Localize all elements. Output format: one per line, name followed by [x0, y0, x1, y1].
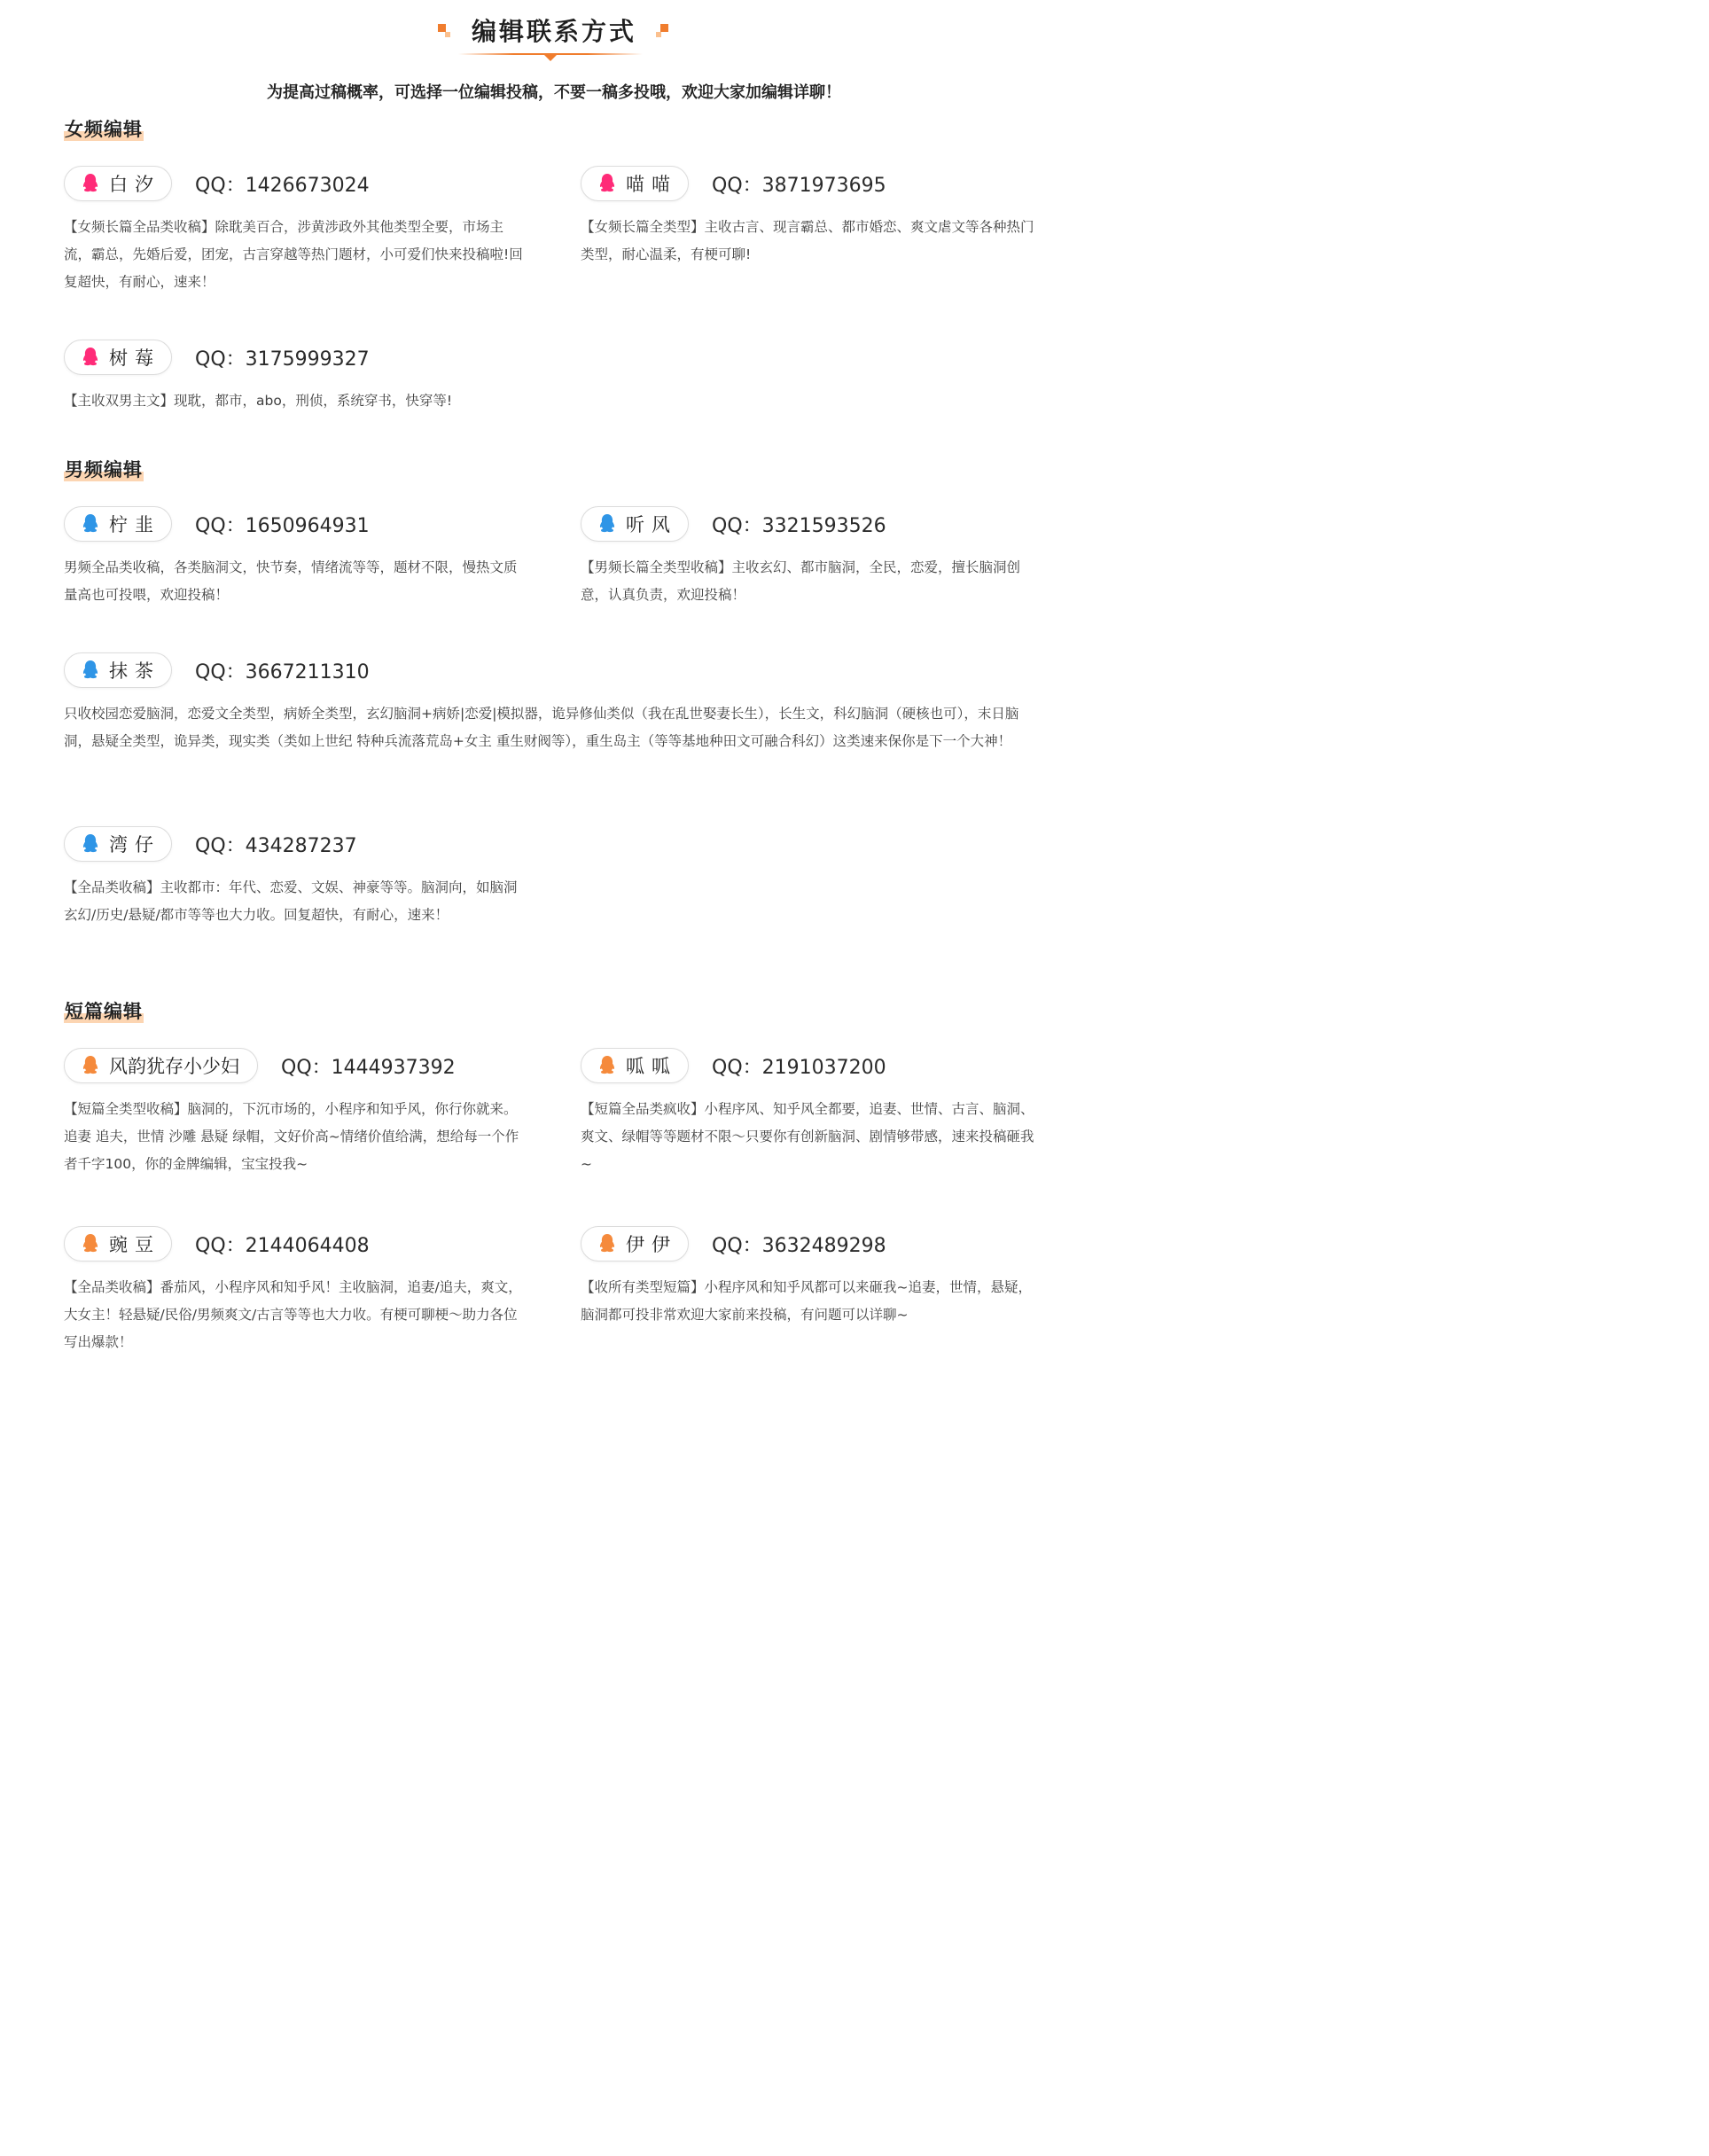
editor-qq[interactable]: QQ：1426673024	[195, 174, 370, 197]
editor-qq[interactable]: QQ：3667211310	[195, 660, 370, 684]
qq-penguin-icon	[81, 173, 100, 194]
editor-qq[interactable]: QQ：3871973695	[712, 174, 886, 197]
qq-penguin-icon	[81, 513, 100, 535]
qq-number: 434287237	[245, 834, 357, 857]
section-title-male: 男频编辑	[64, 456, 144, 482]
page-header	[0, 12, 1108, 48]
editor-description: 【短篇全类型收稿】脑洞的，下沉市场的，小程序和知乎风，你行你就来。追妻 追夫，世情 沙雕 悬疑 绿帽，文好价高~情绪价值给满，想给每一个作者千字100，你的金牌编辑，宝宝投我~	[64, 1101, 519, 1172]
editor-card	[64, 652, 1039, 755]
editor-card	[64, 1048, 525, 1178]
editor-qq[interactable]: QQ：3321593526	[712, 514, 886, 537]
editor-name: 呱呱	[626, 1056, 677, 1077]
editor-description: 【短篇全品类疯收】小程序风、知乎风全都要，追妻、世情、古言、脑洞、爽文、绿帽等等题材不限～只要你有创新脑洞、剧情够带感，速来投稿砸我~	[581, 1101, 1034, 1172]
qq-penguin-icon	[81, 660, 100, 681]
editor-card	[64, 826, 525, 929]
qq-number: 2191037200	[761, 1056, 886, 1079]
qq-number: 2144064408	[245, 1234, 370, 1257]
qq-penguin-icon	[597, 513, 617, 535]
qq-number: 1426673024	[245, 174, 370, 197]
qq-penguin-icon	[597, 1055, 617, 1076]
editor-name-pill[interactable]	[64, 1048, 258, 1083]
editor-card	[581, 166, 1042, 269]
editor-qq[interactable]: QQ：434287237	[195, 834, 357, 857]
editor-name: 白汐	[109, 174, 160, 195]
editor-description: 【女频长篇全品类收稿】除耽美百合，涉黄涉政外其他类型全要，市场主流，霸总，先婚后爱，团宠，古言穿越等热门题材，小可爱们快来投稿啦!回复超快，有耐心，速来！	[64, 219, 523, 290]
page-title: 编辑联系方式	[471, 17, 636, 46]
editor-name: 喵喵	[626, 174, 677, 195]
qq-penguin-icon	[81, 833, 100, 855]
qq-penguin-icon	[597, 1233, 617, 1254]
editor-card	[64, 166, 525, 296]
editor-card	[581, 506, 1042, 609]
editor-description: 【男频长篇全类型收稿】主收玄幻、都市脑洞，全民，恋爱，擅长脑洞创意，认真负责，欢迎投稿！	[581, 559, 1021, 603]
editor-card	[64, 1226, 525, 1356]
title-decoration-left	[438, 22, 452, 38]
editor-qq[interactable]: QQ：3175999327	[195, 348, 370, 371]
editor-name-pill[interactable]	[64, 340, 172, 375]
editor-qq[interactable]: QQ：2191037200	[712, 1056, 886, 1079]
editor-name: 听风	[626, 514, 677, 535]
editor-name-pill[interactable]	[581, 166, 689, 201]
page-subtitle: 为提高过稿概率，可选择一位编辑投稿，不要一稿多投哦，欢迎大家加编辑详聊！	[267, 83, 841, 102]
editor-name: 树莓	[109, 348, 160, 369]
editor-name-pill[interactable]	[581, 1226, 689, 1262]
editor-description: 【主收双男主文】现耽，都市，abo，刑侦，系统穿书，快穿等!	[64, 393, 453, 409]
editor-description: 男频全品类收稿，各类脑洞文，快节奏，情绪流等等，题材不限，慢热文质量高也可投喂，欢迎投稿！	[64, 559, 518, 603]
editor-card	[581, 1048, 1042, 1178]
editor-name-pill[interactable]	[64, 166, 172, 201]
editor-qq[interactable]: QQ：1444937392	[281, 1056, 456, 1079]
editor-name-pill[interactable]	[64, 652, 172, 688]
qq-number: 3175999327	[245, 348, 370, 371]
editor-name: 伊伊	[626, 1234, 677, 1255]
editor-description: 【收所有类型短篇】小程序风和知乎风都可以来砸我~追妻，世情，悬疑，脑洞都可投非常欢迎大家前来投稿，有问题可以详聊~	[581, 1279, 1032, 1323]
qq-number: 3667211310	[245, 660, 370, 684]
qq-penguin-icon	[81, 1055, 100, 1076]
qq-number: 3632489298	[761, 1234, 886, 1257]
editor-card	[581, 1226, 1042, 1329]
editor-name: 风韵犹存小少妇	[109, 1056, 239, 1077]
editor-name: 豌豆	[109, 1234, 160, 1255]
editor-description: 【女频长篇全类型】主收古言、现言霸总、都市婚恋、爽文虐文等各种热门类型，耐心温柔，有梗可聊!	[581, 219, 1034, 262]
editor-qq[interactable]: QQ：3632489298	[712, 1234, 886, 1257]
editor-description: 只收校园恋爱脑洞，恋爱文全类型，病娇全类型，玄幻脑洞+病娇|恋爱|模拟器，诡异修仙类似（我在乱世娶妻长生），长生文，科幻脑洞（硬核也可），末日脑洞，悬疑全类型，诡异类，现实类（类如上世纪 特种兵流落荒岛+女主 重生财阀等），重生岛主（等等基地种田文可融合科幻）这类速来保你是下一个大神！	[64, 706, 1019, 749]
editor-name-pill[interactable]	[581, 506, 689, 542]
editor-description: 【全品类收稿】番茄风，小程序风和知乎风！主收脑洞，追妻/追夫，爽文，大女主！轻悬疑/民俗/男频爽文/古言等等也大力收。有梗可聊梗～助力各位写出爆款！	[64, 1279, 522, 1350]
qq-number: 3871973695	[761, 174, 886, 197]
editor-qq[interactable]: QQ：2144064408	[195, 1234, 370, 1257]
editor-name: 湾仔	[109, 834, 160, 855]
editor-name-pill[interactable]	[64, 1226, 172, 1262]
qq-number: 1650964931	[245, 514, 370, 537]
qq-penguin-icon	[597, 173, 617, 194]
editor-name: 柠韭	[109, 514, 160, 535]
qq-penguin-icon	[81, 347, 100, 368]
qq-number: 3321593526	[761, 514, 886, 537]
section-title-female: 女频编辑	[64, 115, 144, 142]
editor-name-pill[interactable]	[581, 1048, 689, 1083]
editor-contact-page	[0, 0, 1108, 1374]
editor-name-pill[interactable]	[64, 826, 172, 862]
editor-description: 【全品类收稿】主收都市：年代、恋爱、文娱、神豪等等。脑洞向，如脑洞玄幻/历史/悬疑/都市等等也大力收。回复超快，有耐心，速来！	[64, 879, 518, 923]
editor-card	[64, 506, 525, 609]
editor-card	[64, 340, 525, 415]
editor-qq[interactable]: QQ：1650964931	[195, 514, 370, 537]
qq-number: 1444937392	[331, 1056, 456, 1079]
qq-penguin-icon	[81, 1233, 100, 1254]
section-title-short: 短篇编辑	[64, 997, 144, 1024]
title-decoration-right	[656, 22, 670, 38]
editor-name-pill[interactable]	[64, 506, 172, 542]
title-underline-arrow	[544, 55, 557, 61]
editor-name: 抹茶	[109, 660, 160, 682]
